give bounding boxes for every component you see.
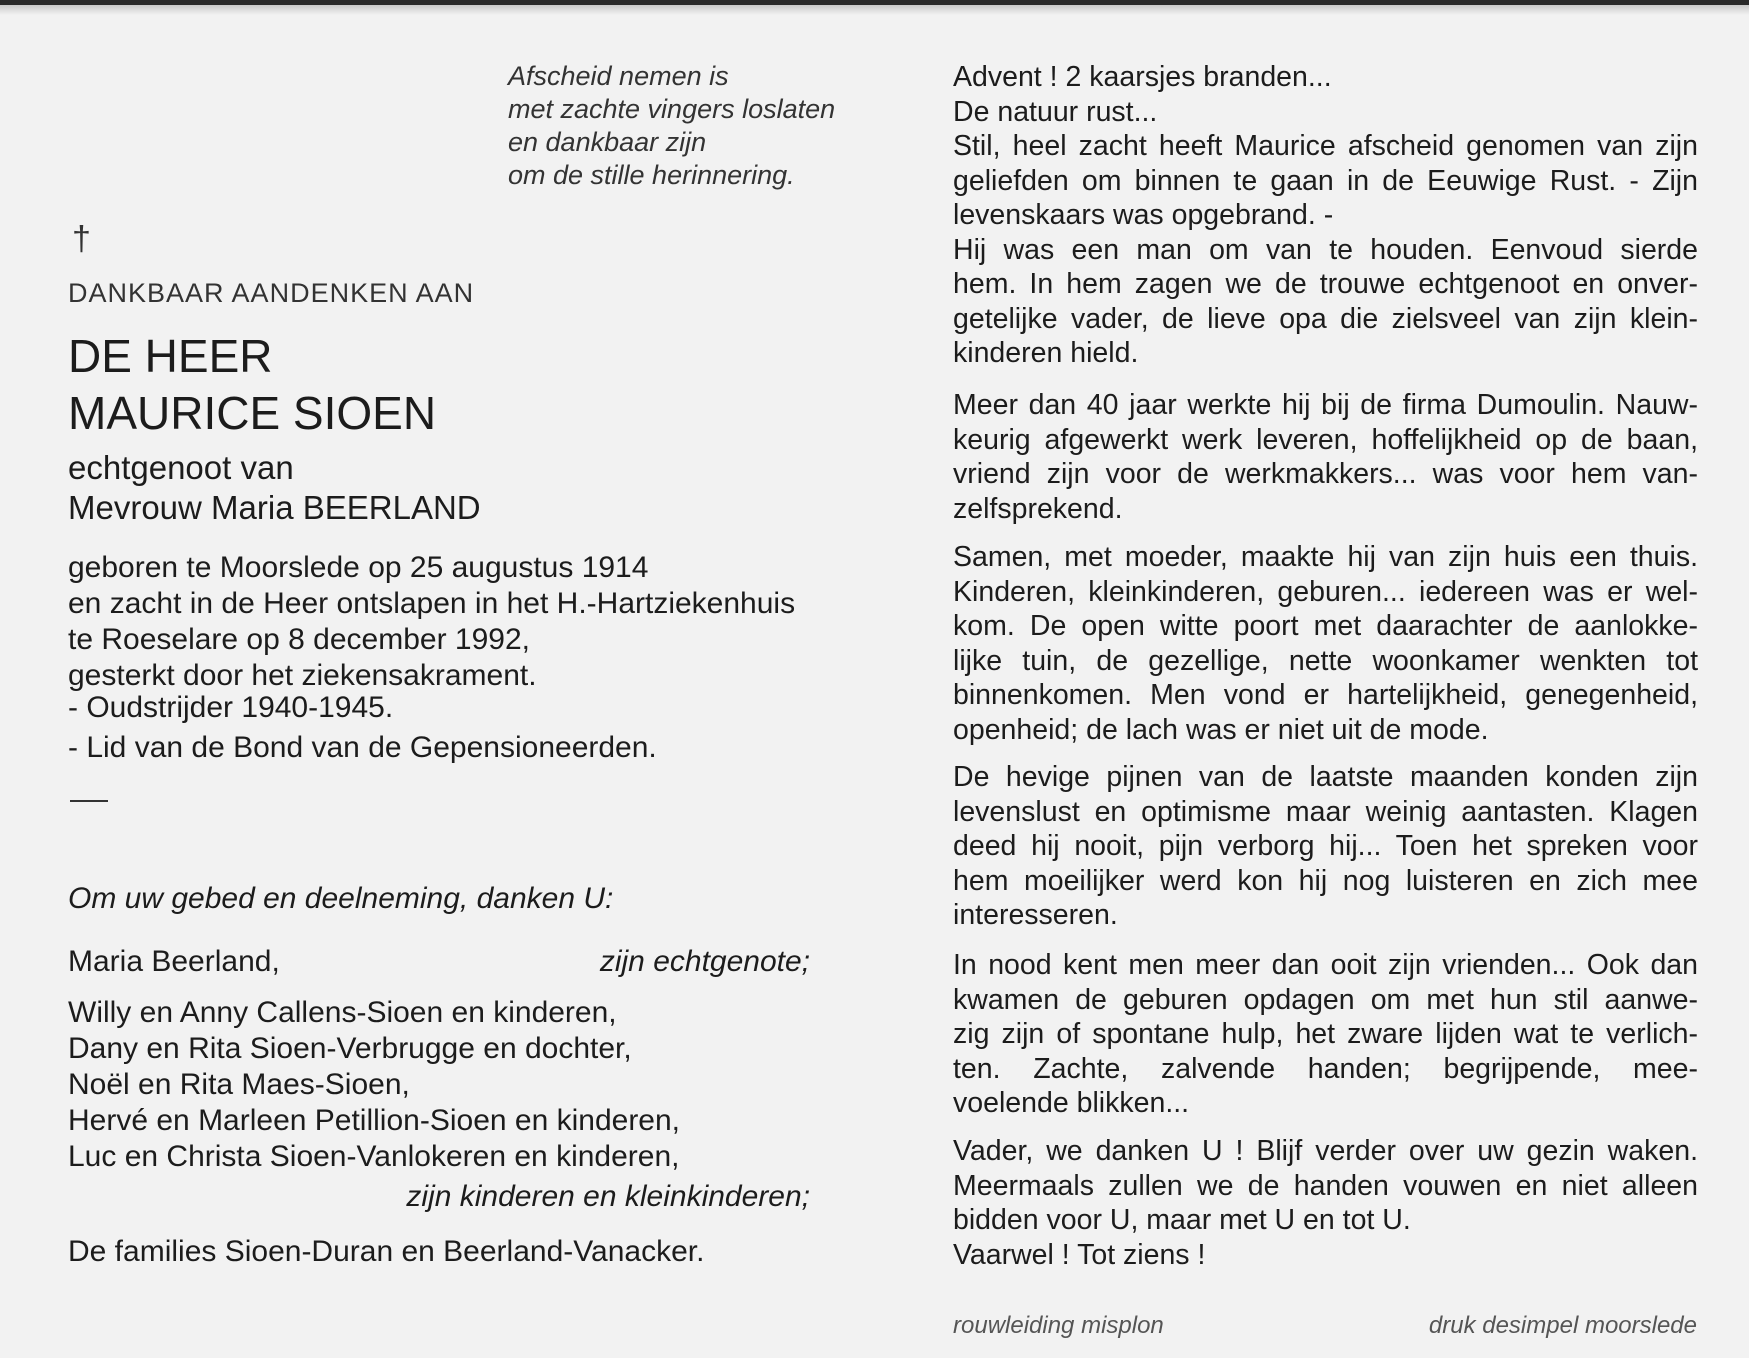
- text-line: voelende blikken...: [953, 1087, 1190, 1119]
- poem: [508, 60, 835, 192]
- text-line: binnenkomen. Men vond er hartelijkheid, genegenheid,: [953, 679, 1698, 711]
- poem-line: met zachte vingers loslaten: [508, 94, 836, 124]
- text-line: lijke tuin, de gezellige, nette woonkamer wenkten tot: [953, 644, 1698, 677]
- children-relation: zijn kinderen en kleinkinderen;: [406, 1180, 810, 1213]
- children-list: [68, 995, 680, 1175]
- divider: [70, 800, 108, 802]
- text-line: Advent ! 2 kaarsjes branden...: [953, 61, 1332, 93]
- text-line: De hevige pijnen van de laatste maanden konden zijn: [953, 761, 1698, 793]
- child-line: Hervé en Marleen Petillion-Sioen en kinderen,: [68, 1104, 681, 1137]
- deceased-name: MAURICE SIOEN: [68, 387, 437, 439]
- text-line: openheid; de lach was er niet uit de mode.: [953, 713, 1489, 746]
- notes: [68, 688, 657, 768]
- poem-line: om de stille herinnering.: [508, 160, 795, 190]
- paragraph-friends: [953, 948, 1698, 1121]
- text-line: Meer dan 40 jaar werkte hij bij de firma Dumoulin. Nauw-: [953, 389, 1698, 421]
- text-line: zelfsprekend.: [953, 492, 1123, 525]
- text-line: Kinderen, kleinkinderen, geburen... iedereen was er wel-: [953, 575, 1698, 608]
- text-line: zig zijn of spontane hulp, het zware lijden wat te verlich-: [953, 1018, 1698, 1050]
- child-line: Dany en Rita Sioen-Verbrugge en dochter,: [68, 1032, 632, 1065]
- thanks-line: Om uw gebed en deelneming, danken U:: [68, 882, 614, 915]
- text-line: Vader, we danken U ! Blijf verder over uw gezin waken.: [953, 1135, 1698, 1167]
- bio-line: geboren te Moorslede op 25 augustus 1914: [68, 551, 649, 584]
- printer-credit: druk desimpel moorslede: [1428, 1312, 1697, 1339]
- paragraph-advent: [953, 60, 1698, 371]
- bio-line: te Roeselare op 8 december 1992,: [68, 623, 530, 656]
- text-line: Samen, met moeder, maakte hij van zijn huis een thuis.: [953, 541, 1698, 573]
- paragraph-work: [953, 388, 1698, 526]
- top-shadow: [0, 5, 1749, 15]
- text-line: levenskaars was opgebrand. -: [953, 199, 1334, 231]
- text-line: hem. In hem zagen we de trouwe echtgenoot en onver-: [953, 268, 1698, 300]
- spouse-name: Mevrouw Maria BEERLAND: [68, 489, 481, 526]
- note-line: - Lid van de Bond van de Gepensioneerden.: [68, 731, 657, 764]
- paragraph-home: [953, 540, 1698, 747]
- spouse-family-relation: zijn echtgenote;: [599, 945, 810, 978]
- paragraph-farewell: [953, 1134, 1698, 1272]
- text-line: kwamen de geburen opdagen om met hun stil aanwe-: [953, 983, 1698, 1016]
- poem-line: en dankbaar zijn: [508, 127, 707, 157]
- funeral-director-credit: rouwleiding misplon: [953, 1312, 1164, 1339]
- text-line: kom. De open witte poort met daarachter de aanlokke-: [953, 610, 1698, 642]
- text-line: Hij was een man om van te houden. Eenvoud sierde: [953, 233, 1698, 266]
- bio-line: en zacht in de Heer ontslapen in het H.-Hartziekenhuis: [68, 587, 796, 620]
- spouse-family-row: [68, 945, 810, 981]
- text-line: keurig afgewerkt werk leveren, hoffelijkheid op de baan,: [953, 423, 1698, 456]
- note-line: - Oudstrijder 1940-1945.: [68, 691, 394, 724]
- text-line: De natuur rust...: [953, 95, 1158, 128]
- text-line: vriend zijn voor de werkmakkers... was voor hem van-: [953, 458, 1698, 490]
- text-line: kinderen hield.: [953, 337, 1139, 369]
- text-line: hem moeilijker werd kon hij nog luisteren en zich mee: [953, 864, 1698, 897]
- text-line: deed hij nooit, pijn verborg hij... Toen het spreken voor: [953, 830, 1698, 862]
- deceased-title: DE HEER: [68, 330, 273, 382]
- families-line: De families Sioen-Duran en Beerland-Vanacker.: [68, 1235, 705, 1268]
- poem-line: Afscheid nemen is: [508, 61, 729, 91]
- text-line: bidden voor U, maar met U en tot U.: [953, 1204, 1411, 1236]
- text-line: In nood kent men meer dan ooit zijn vrienden... Ook dan: [953, 949, 1698, 981]
- memory-heading: DANKBAAR AANDENKEN AAN: [68, 278, 475, 308]
- text-line: levenslust en optimisme maar weinig aantasten. Klagen: [953, 795, 1698, 828]
- paragraph-illness: [953, 760, 1698, 933]
- text-line: interesseren.: [953, 899, 1118, 931]
- bio-line: gesterkt door het ziekensakrament.: [68, 659, 537, 692]
- spouse-intro: echtgenoot van: [68, 449, 294, 486]
- child-line: Noël en Rita Maes-Sioen,: [68, 1068, 410, 1101]
- cross-icon: †: [72, 220, 91, 258]
- text-line: geliefden om binnen te gaan in de Eeuwige Rust. - Zijn: [953, 164, 1698, 197]
- child-line: Luc en Christa Sioen-Vanlokeren en kinderen,: [68, 1140, 680, 1173]
- text-line: Meermaals zullen we de handen vouwen en niet alleen: [953, 1169, 1698, 1202]
- text-line: Vaarwel ! Tot ziens !: [953, 1238, 1206, 1271]
- child-line: Willy en Anny Callens-Sioen en kinderen,: [68, 996, 617, 1029]
- spouse-family-name: Maria Beerland,: [68, 945, 280, 978]
- text-line: Stil, heel zacht heeft Maurice afscheid genomen van zijn: [953, 130, 1698, 162]
- biography: [68, 550, 795, 694]
- text-line: getelijke vader, de lieve opa die zielsveel van zijn klein-: [953, 302, 1698, 335]
- text-line: ten. Zachte, zalvende handen; begrijpende, mee-: [953, 1052, 1698, 1085]
